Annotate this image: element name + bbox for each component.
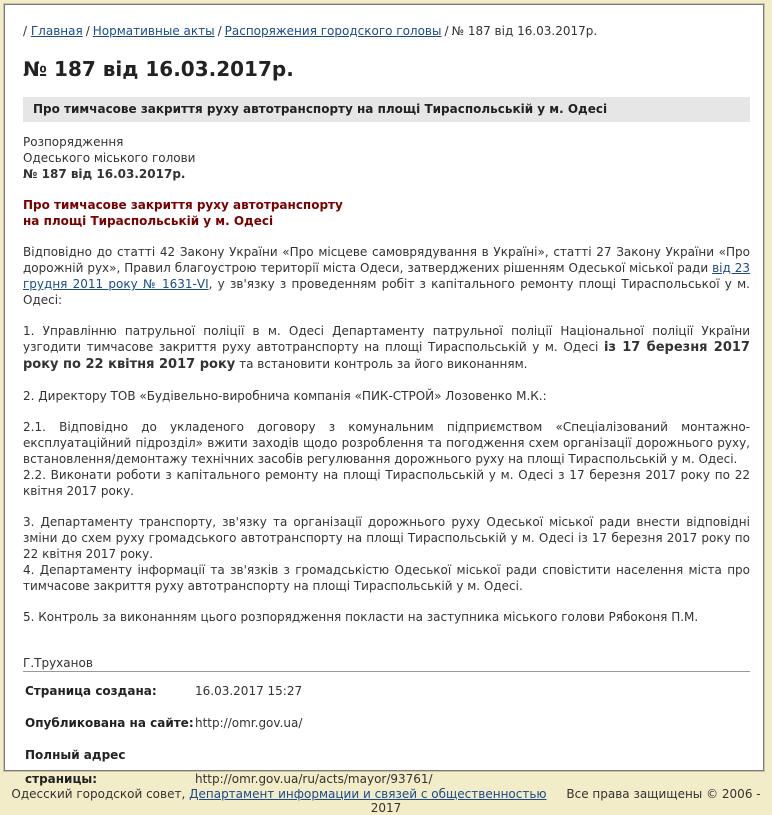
- paragraph-2: 2. Директору ТОВ «Будівельно-виробнича компанія «ПИК-СТРОЙ» Лозовенко М.К.:: [23, 389, 547, 403]
- decision-link[interactable]: від 23 грудня 2011 року № 1631-VI: [23, 261, 751, 291]
- header-number: № 187 від 16.03.2017р.: [23, 167, 186, 181]
- breadcrumb: [23, 24, 597, 38]
- breadcrumb-mayor-link[interactable]: Распоряжения городского головы: [224, 24, 442, 38]
- divider: [23, 671, 750, 672]
- footer-rights: Все права защищены © 2006 - 2017: [370, 787, 761, 815]
- document-title: [23, 197, 750, 229]
- p1-dates: із 17 березня 2017 року по 22 квітня 2017 року: [23, 340, 750, 372]
- signature: Г.Труханов: [23, 656, 93, 670]
- breadcrumb-separator: /: [444, 24, 449, 38]
- intro-text: Відповідно до статті 42 Закону України «Про місцеве самоврядування в Україні», статті 27 Закону України «Про дорожній рух», Правил благоустрою території міста Одеси, затверджених рішенням Одеської міської ради: [23, 245, 750, 275]
- paragraph-4: 4. Департаменту інформації та зв'язків з громадськістю Одеської міської ради сповістити населення міста про тимчасове закриття руху автотранспорту на площі Тираспольській у м. Одесі.: [23, 563, 750, 593]
- content-panel: [4, 4, 764, 786]
- meta-address-value: http://omr.gov.ua/ru/acts/mayor/93761/: [195, 772, 433, 786]
- intro-text-end: , у зв'язку з проведенням робіт з капітального ремонту площі Тираспольської у м. Одесі:: [23, 277, 750, 307]
- breadcrumb-separator: /: [23, 24, 31, 38]
- meta-address-label: Полный адрес страницы:: [25, 748, 126, 786]
- title-line2: на площі Тираспольській у м. Одесі: [23, 214, 274, 228]
- document-header: [23, 134, 750, 182]
- page-meta: [23, 679, 750, 786]
- breadcrumb-separator: /: [85, 24, 90, 38]
- p1-text: 1. Управлінню патрульної поліції в м. Одесі Департаменту патрульної поліції Національної поліції України узгодити тимчасове закриття руху автотранспорту на площі Тираспольській у м. Одесі: [23, 324, 750, 354]
- meta-published-label: Опубликована на сайте:: [25, 716, 194, 730]
- subject-bar: Про тимчасове закриття руху автотранспорту на площі Тираспольській у м. Одесі: [23, 97, 750, 122]
- paragraph-3-4: [23, 514, 750, 594]
- title-line1: Про тимчасове закриття руху автотранспорту: [23, 198, 343, 212]
- header-line1: Розпорядження: [23, 135, 124, 149]
- breadcrumb-acts-link[interactable]: Нормативные акты: [92, 24, 215, 38]
- paragraph-2-sub: [23, 419, 750, 499]
- paragraph-2-2: 2.2. Виконати роботи з капітального ремонту на площі Тираспольській у м. Одесі з 17 березня 2017 року по 22 квітня 2017 року.: [23, 468, 750, 498]
- footer-org: Одесский городской совет,: [11, 787, 186, 801]
- breadcrumb-separator: /: [217, 24, 222, 38]
- document-body: [23, 134, 750, 686]
- meta-published-value: http://omr.gov.ua/: [195, 716, 303, 730]
- meta-published: [23, 711, 750, 743]
- breadcrumb-current: № 187 від 16.03.2017р.: [451, 24, 598, 38]
- meta-created-value: 16.03.2017 15:27: [195, 684, 303, 698]
- footer: [0, 787, 772, 815]
- meta-created-label: Страница создана:: [25, 684, 157, 698]
- breadcrumb-home-link[interactable]: Главная: [30, 24, 83, 38]
- paragraph-2-1: 2.1. Відповідно до укладеного договору з комунальним підприємством «Спеціалізований монтажно-експлуатаційний підрозділ» вжити заходів щодо розроблення та погодження схем організації дорожнього руху, встановлення/демонтажу технічних засобів регулювання дорожнього руху на площі Тираспольській у м. Одесі.: [23, 420, 750, 466]
- paragraph-5: 5. Контроль за виконанням цього розпорядження покласти на заступника міського голови Рябоконя П.М.: [23, 610, 699, 624]
- paragraph-3: 3. Департаменту транспорту, зв'язку та організації дорожнього руху Одеської міської ради внести відповідні зміни до схем руху громадського автотранспорту на площі Тираспольській у м. Одесі із 17 березня 2017 року по 22 квітня 2017 року.: [23, 515, 750, 561]
- paragraph-1: [23, 323, 750, 373]
- meta-created: [23, 679, 750, 711]
- header-line2: Одеського міського голови: [23, 151, 196, 165]
- footer-dept-link[interactable]: Департамент информации и связей с общественностью: [189, 787, 547, 801]
- meta-address: [23, 743, 750, 786]
- intro-paragraph: [23, 244, 750, 308]
- page-title: № 187 від 16.03.2017р.: [23, 57, 294, 81]
- p1-text-end: та встановити контроль за його виконанням.: [235, 357, 528, 371]
